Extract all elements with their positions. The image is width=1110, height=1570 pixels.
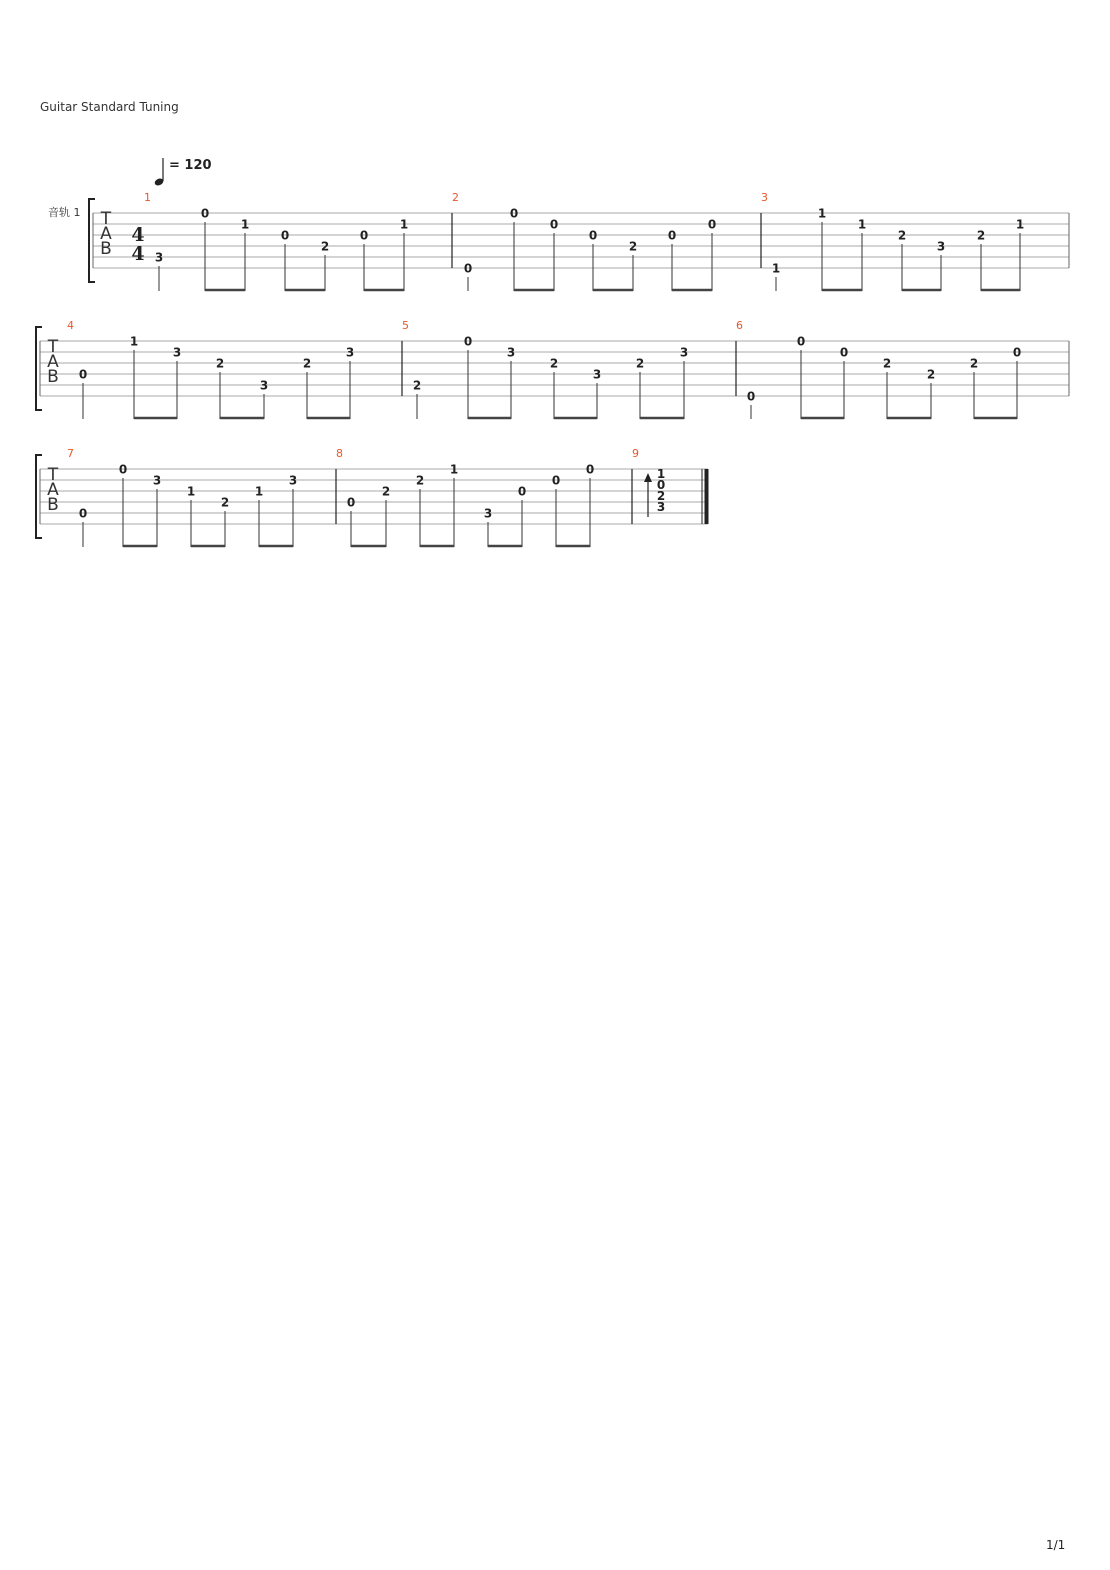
fret-number: 1 xyxy=(186,484,196,499)
time-signature-numerator: 4 xyxy=(131,224,145,246)
fret-number: 2 xyxy=(215,356,225,371)
measure-number: 7 xyxy=(67,447,74,460)
fret-number: 3 xyxy=(154,250,164,265)
fret-number: 1 xyxy=(129,334,139,349)
fret-number: 1 xyxy=(449,462,459,477)
measure-number: 1 xyxy=(144,191,151,204)
track-name: 音轨 1 xyxy=(48,206,81,219)
tab-clef-letter: T xyxy=(100,209,112,229)
fret-number: 0 xyxy=(839,345,849,360)
fret-number: 2 xyxy=(302,356,312,371)
fret-number: 3 xyxy=(345,345,355,360)
fret-number: 3 xyxy=(936,239,946,254)
fret-number: 3 xyxy=(506,345,516,360)
fret-number: 2 xyxy=(220,495,230,510)
tab-clef-letter: B xyxy=(100,239,112,259)
measure-number: 3 xyxy=(761,191,768,204)
fret-number: 0 xyxy=(551,473,561,488)
fret-number: 0 xyxy=(588,228,598,243)
tab-clef-letter: B xyxy=(47,367,59,387)
tab-clef-letter: T xyxy=(47,337,59,357)
fret-number: 1 xyxy=(254,484,264,499)
fret-number: 0 xyxy=(656,478,666,492)
system-bracket xyxy=(36,327,42,410)
tab-clef-letter: B xyxy=(47,495,59,515)
fret-number: 0 xyxy=(463,334,473,349)
strum-arrow-head xyxy=(644,473,652,482)
page-number: 1/1 xyxy=(1046,1538,1066,1552)
fret-number: 2 xyxy=(897,228,907,243)
fret-number: 1 xyxy=(656,467,666,481)
fret-number: 3 xyxy=(172,345,182,360)
fret-number: 3 xyxy=(656,500,666,514)
system-bracket xyxy=(89,199,95,282)
fret-number: 0 xyxy=(509,206,519,221)
fret-number: 1 xyxy=(1015,217,1025,232)
measure-number: 5 xyxy=(402,319,409,332)
measure-number: 8 xyxy=(336,447,343,460)
fret-number: 3 xyxy=(483,506,493,521)
fret-number: 2 xyxy=(320,239,330,254)
tab-clef-letter: A xyxy=(47,352,59,372)
measure-number: 2 xyxy=(452,191,459,204)
fret-number: 0 xyxy=(746,389,756,404)
fret-number: 3 xyxy=(592,367,602,382)
fret-number: 2 xyxy=(635,356,645,371)
measure-number: 4 xyxy=(67,319,74,332)
fret-number: 0 xyxy=(78,506,88,521)
fret-number: 2 xyxy=(656,489,666,503)
fret-number: 2 xyxy=(415,473,425,488)
fret-number: 0 xyxy=(667,228,677,243)
tempo-marking: = 120 xyxy=(169,158,212,173)
fret-number: 1 xyxy=(399,217,409,232)
fret-number: 0 xyxy=(359,228,369,243)
fret-number: 0 xyxy=(585,462,595,477)
fret-number: 1 xyxy=(817,206,827,221)
fret-number: 3 xyxy=(152,473,162,488)
fret-number: 2 xyxy=(926,367,936,382)
fret-number: 3 xyxy=(679,345,689,360)
fret-number: 0 xyxy=(346,495,356,510)
fret-number: 1 xyxy=(857,217,867,232)
fret-number: 0 xyxy=(549,217,559,232)
fret-number: 0 xyxy=(280,228,290,243)
fret-number: 1 xyxy=(240,217,250,232)
fret-number: 2 xyxy=(412,378,422,393)
fret-number: 3 xyxy=(288,473,298,488)
fret-number: 0 xyxy=(200,206,210,221)
tab-clef-letter: A xyxy=(100,224,112,244)
fret-number: 2 xyxy=(549,356,559,371)
measure-number: 9 xyxy=(632,447,639,460)
fret-number: 0 xyxy=(707,217,717,232)
fret-number: 0 xyxy=(1012,345,1022,360)
fret-number: 2 xyxy=(976,228,986,243)
time-signature-denominator: 4 xyxy=(131,243,145,265)
fret-number: 2 xyxy=(381,484,391,499)
fret-number: 0 xyxy=(517,484,527,499)
fret-number: 2 xyxy=(882,356,892,371)
fret-number: 1 xyxy=(771,261,781,276)
tab-clef-letter: T xyxy=(47,465,59,485)
fret-number: 0 xyxy=(463,261,473,276)
system-bracket xyxy=(36,455,42,538)
fret-number: 0 xyxy=(118,462,128,477)
fret-number: 2 xyxy=(969,356,979,371)
fret-number: 0 xyxy=(78,367,88,382)
fret-number: 2 xyxy=(628,239,638,254)
fret-number: 0 xyxy=(796,334,806,349)
measure-number: 6 xyxy=(736,319,743,332)
tuning-label: Guitar Standard Tuning xyxy=(40,100,179,114)
fret-number: 3 xyxy=(259,378,269,393)
tab-clef-letter: A xyxy=(47,480,59,500)
